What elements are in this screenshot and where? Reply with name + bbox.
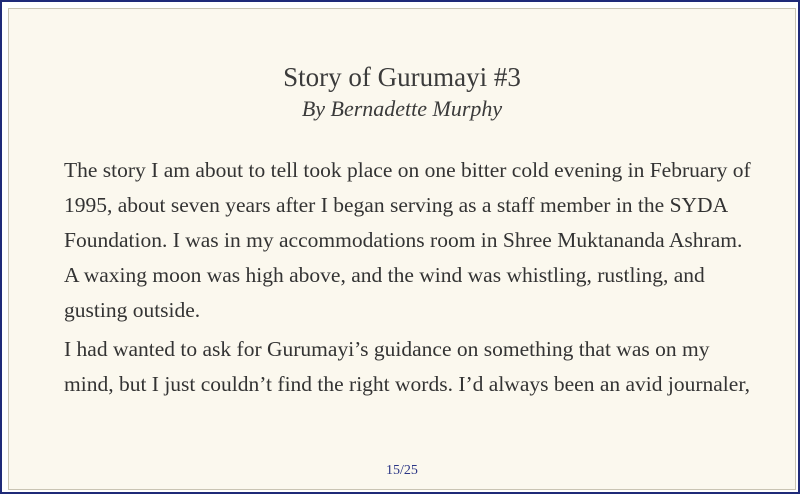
paragraph-1: The story I am about to tell took place on one bitter cold evening in February of 1995, about seven years after I began serving as a staff member in the SYDA Foundation. I was in my accommodations room in Shree Muktananda Ashram. A waxing moon was high above, and the wind was whistling, rustling, and gusting outside. [64,158,751,322]
story-title: Story of Gurumayi #3 [283,62,521,92]
page-number: 15/25 [386,463,418,478]
document-page [8,8,796,490]
paragraph-2: I had wanted to ask for Gurumayi’s guidance on something that was on my mind, but I just couldn’t find the right words. I’d always been an avid journaler, [64,337,750,396]
story-author: By Bernadette Murphy [301,96,503,121]
